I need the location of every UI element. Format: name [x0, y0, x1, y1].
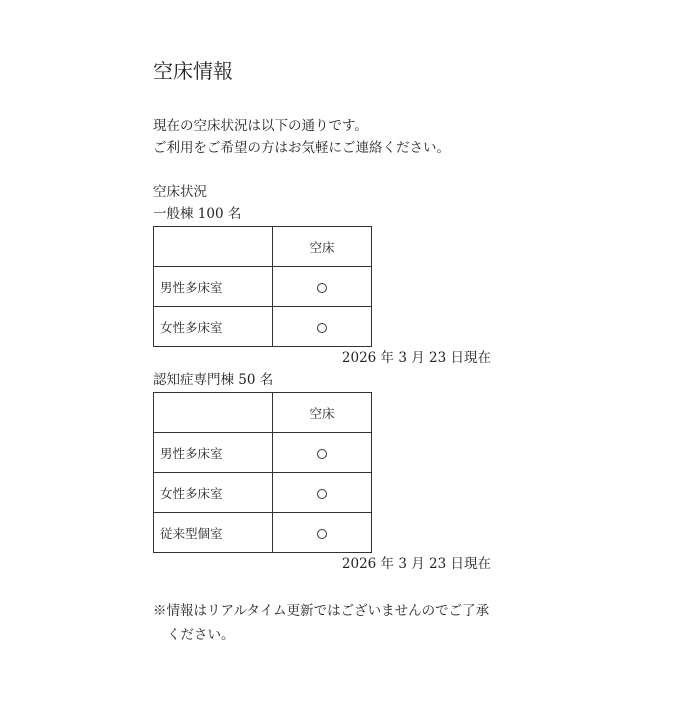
vacancy-status	[273, 513, 372, 553]
table-row	[154, 473, 372, 513]
intro-line-2: ご利用をご希望の方はお気軽にご連絡ください。	[153, 140, 450, 156]
ward-general	[153, 203, 493, 369]
page-title: 空床情報	[153, 59, 233, 83]
ward-label: 認知症専門棟 50 名	[153, 372, 274, 388]
as-of-date: 2026 年 3 月 23 日現在	[341, 350, 491, 366]
table-header-empty	[154, 393, 273, 433]
main-content	[153, 58, 493, 647]
ward-dementia	[153, 369, 493, 575]
vacant-circle-icon	[317, 489, 327, 499]
section-title: 空床状況	[153, 184, 207, 200]
room-type: 男性多床室	[154, 433, 273, 473]
table-header-vacancy: 空床	[273, 393, 372, 433]
table-row	[154, 433, 372, 473]
room-type: 男性多床室	[154, 267, 273, 307]
table-row	[154, 307, 372, 347]
table-header-row	[154, 227, 372, 267]
room-type: 女性多床室	[154, 307, 273, 347]
bed-table	[153, 392, 372, 553]
bed-table	[153, 226, 372, 347]
table-header-row	[154, 393, 372, 433]
as-of-date: 2026 年 3 月 23 日現在	[341, 556, 491, 572]
vacancy-status	[273, 267, 372, 307]
note-line-2: ください。	[167, 627, 235, 643]
disclaimer-note	[153, 599, 493, 647]
vacant-circle-icon	[317, 529, 327, 539]
table-row	[154, 267, 372, 307]
room-type: 女性多床室	[154, 473, 273, 513]
ward-label: 一般棟 100 名	[153, 206, 242, 222]
table-row	[154, 513, 372, 553]
vacant-circle-icon	[317, 449, 327, 459]
vacancy-status	[273, 473, 372, 513]
note-line-1: ※情報はリアルタイム更新ではございませんのでご了承	[153, 603, 490, 619]
vacant-circle-icon	[317, 283, 327, 293]
intro-line-1: 現在の空床状況は以下の通りです。	[153, 118, 368, 134]
vacant-circle-icon	[317, 323, 327, 333]
table-header-vacancy: 空床	[273, 227, 372, 267]
room-type: 従来型個室	[154, 513, 273, 553]
vacancy-status	[273, 433, 372, 473]
vacancy-status	[273, 307, 372, 347]
intro-text	[153, 115, 493, 159]
table-header-empty	[154, 227, 273, 267]
